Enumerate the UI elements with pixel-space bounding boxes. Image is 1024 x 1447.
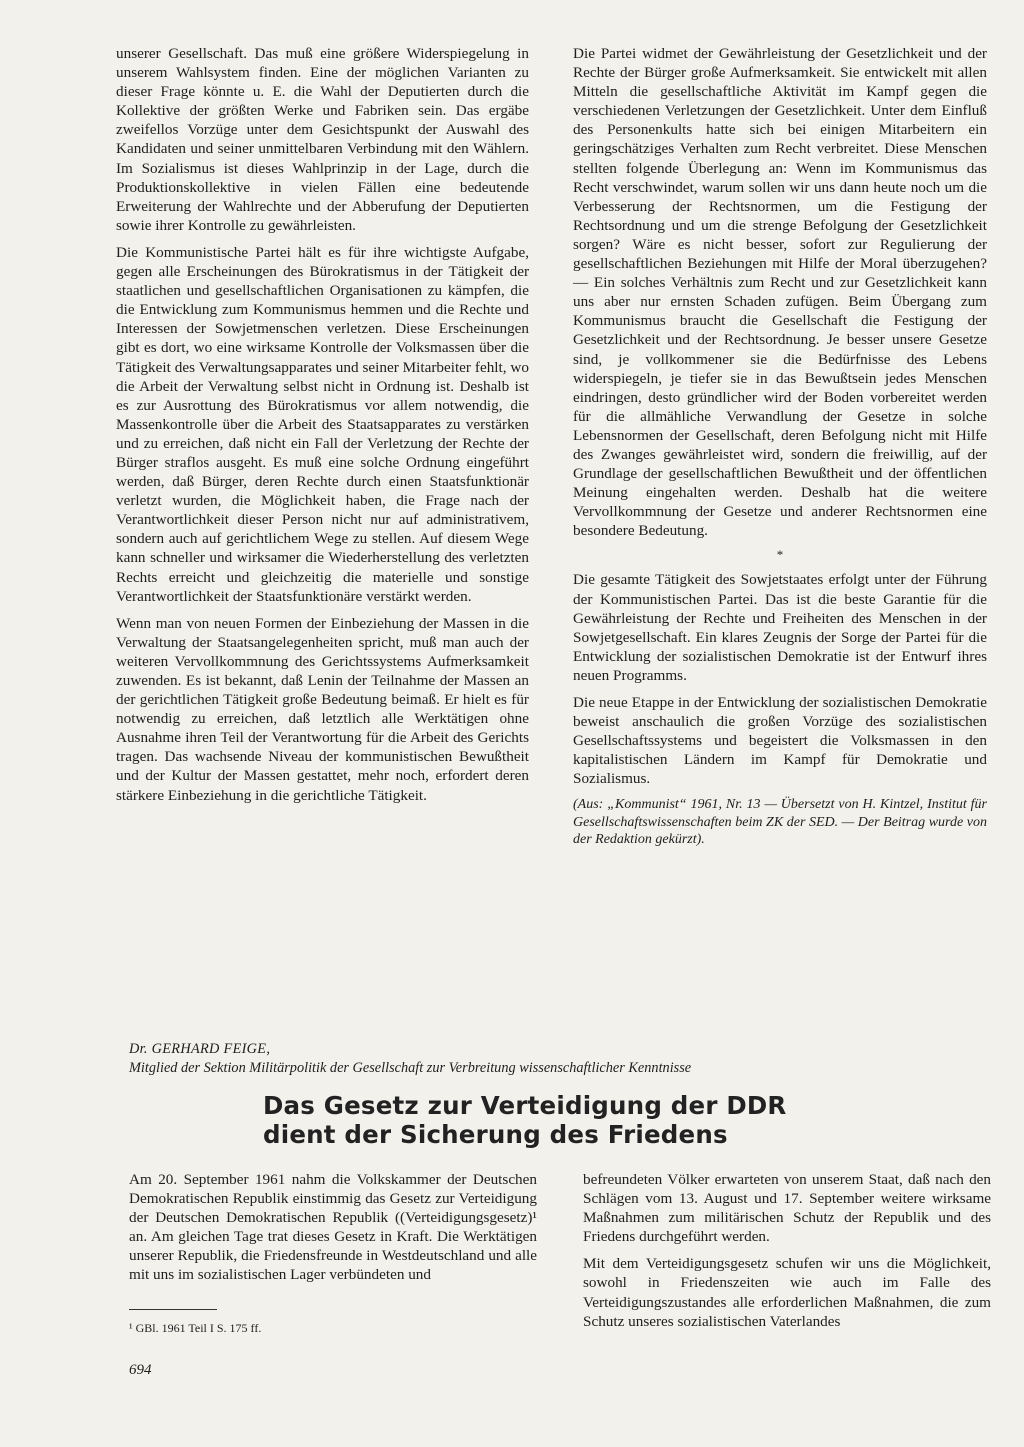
paragraph: befreundeten Völker erwarteten von unserem Staat, daß nach den Schlägen vom 13. August und 17. September weitere wirksame Maßnahmen zum militärischen Schutz der Republik und des Friedens durchgeführt werden. [583,1171,991,1246]
footnote: ¹ GBl. 1961 Teil I S. 175 ff. [129,1321,262,1335]
paragraph: Die gesamte Tätigkeit des Sowjetstaates erfolgt unter der Führung der Kommunistischen Partei. Das ist die beste Garantie für die Gewährleistung der Rechte und Freiheiten des Menschen in der Sowjetgesellschaft. Ein klares Zeugnis der Sorge der Partei für die Entwicklung der sozialistischen Demokratie ist der Entwurf ihres neuen Programms. [573,571,987,684]
author-name: Dr. GERHARD FEIGE, [129,1041,271,1057]
article-title-line: dient der Sicherung des Friedens [263,1119,728,1149]
author-affiliation: Mitglied der Sektion Militärpolitik der Gesellschaft zur Verbreitung wissenschaftlicher Kenntnisse [129,1060,692,1076]
paragraph: Die neue Etappe in der Entwicklung der sozialistischen Demokratie beweist anschaulich die großen Vorzüge des sozialistischen Gesellschaftssystems und begeistert die Volksmassen in den kapitalistischen Ländern im Kampf für Demokratie und Sozialismus. [573,694,987,788]
right-column-bottom [583,1170,991,1339]
author-block [129,1040,989,1078]
page-number: 694 [129,1362,152,1378]
paragraph: Die Kommunistische Partei hält es für ihre wichtigste Aufgabe, gegen alle Erscheinungen des Bürokratismus in der Tätigkeit der staatlichen und gesellschaftlichen Organisationen zu kämpfen, die die Entwicklung zum Kommunismus hemmen und die Rechte und Interessen der Sowjetmenschen verletzen. Diese Erscheinungen gibt es dort, wo eine wirksame Kontrolle der Volksmassen über die Tätigkeit des Verwaltungsapparates und seiner Mitarbeiter fehlt, wo die Arbeit der Verwaltung selbst nicht in Ordnung ist. Deshalb ist es zur Ausrottung des Bürokratismus vor allem notwendig, die Massenkontrolle über die Arbeit des Staatsapparates zu verstärken und zu erreichen, daß nicht ein Fall der Verletzung der Rechte der Bürger straflos ausgeht. Es muß eine solche Ordnung eingeführt werden, daß Bürger, deren Rechte durch einen Staatsfunktionär verletzt wurden, die Möglichkeit haben, die Frage nach der Verantwortlichkeit dieser Person nicht nur auf administrativem, sondern auch auf gerichtlichem Wege zu stellen. Auf diesem Wege kann schneller und wirksamer die Wiederherstellung des verletzten Rechts erreicht und gleichzeitig die materielle und sonstige Verantwortlichkeit der Staatsfunktionäre verstärkt werden. [116,243,529,605]
section-separator: * [776,547,784,563]
paragraph: Die Partei widmet der Gewährleistung der Gesetzlichkeit und der Rechte der Bürger große Aufmerksamkeit. Sie entwickelt mit allen Mitteln die gesellschaftliche Aktivität im Kampf gegen die verschiedenen Verletzungen der Gesetzlichkeit. Unter dem Einfluß des Personenkults hatte sich bei einigen Mitarbeitern ein geringschätziges Verhalten zum Recht verbreitet. Diese Menschen stellten folgende Überlegung an: Wenn im Kommunismus das Recht verschwindet, warum sollen wir uns dann heute noch um die Verbesserung der Rechtsnormen, um die Festigung der Rechtsordnung und um die strenge Befolgung der Gesetzlichkeit sorgen? Wäre es nicht besser, sofort zur Regulierung der gesellschaftlichen Beziehungen mit Hilfe der Moral überzugehen? — Ein solches Verhältnis zum Recht und zur Gesetzlichkeit kann uns aber nur ernsten Schaden zufügen. Beim Übergang zum Kommunismus braucht die Gesellschaft die Festigung der Gesetzlichkeit und der Rechtsordnung. Je besser unsere Gesetze sind, je vollkommener sie die Bedürfnisse des Lebens widerspiegeln, je tiefer sie in das Bewußtsein jedes Menschen eindringen, desto gründlicher wird der Boden vorbereitet werden für die allmähliche Verwandlung der Gesetze in solche Lebensnormen der Gesellschaft, deren Befolgung nicht mit Hilfe des Zwanges gewährleistet wird, sondern die freiwillig, auf der Grundlage der gesellschaftlichen Bewußtheit und der öffentlichen Meinung eingehalten werden. Deshalb hat die weitere Vervollkommnung der Gesetze und anderer Rechtsnormen eine besondere Bedeutung. [573,45,987,540]
left-column-top [116,44,529,813]
paragraph: Mit dem Verteidigungsgesetz schufen wir uns die Möglichkeit, sowohl in Friedenszeiten wie auch im Falle des Verteidigungszustandes alle erforderlichen Maßnahmen, die zum Schutz unseres sozialistischen Vaterlandes [583,1255,991,1330]
footnote-divider [129,1309,217,1310]
paragraph: Am 20. September 1961 nahm die Volkskammer der Deutschen Demokratischen Republik einstimmig das Gesetz zur Verteidigung der Deutschen Demokratischen Republik ((Verteidigungsgesetz)¹ an. Am gleichen Tage trat dieses Gesetz in Kraft. Die Werktätigen unserer Republik, die Friedensfreunde in Westdeutschland und alle mit uns im sozialistischen Lager verbündeten und [129,1171,537,1284]
right-column-top [573,44,987,857]
article-title-line: Das Gesetz zur Verteidigung der DDR [263,1091,787,1120]
paragraph: Wenn man von neuen Formen der Einbeziehung der Massen in die Verwaltung der Staatsangelegenheiten spricht, muß man auch der weiteren Vervollkommnung des Gerichtssystems Aufmerksamkeit zuwenden. Es ist bekannt, daß Lenin der Teilnahme der Massen an der gerichtlichen Tätigkeit große Bedeutung beimaß. Er hielt es für notwendig zu erreichen, daß letztlich alle Werktätigen ohne Ausnahme ihren Teil der Verantwortung für die Arbeit des Gerichts tragen. Das wachsende Niveau der kommunistischen Bewußtheit und der Kultur der Massen gestattet, mehr noch, erfordert deren stärkere Einbeziehung in die gerichtliche Tätigkeit. [116,614,529,804]
left-column-bottom [129,1170,537,1293]
article-title [263,1092,863,1149]
source-note: (Aus: „Kommunist“ 1961, Nr. 13 — Übersetzt von H. Kintzel, Institut für Gesellschaftswissenschaften beim ZK der SED. — Der Beitrag wurde von der Redaktion gekürzt). [573,797,987,848]
paragraph: unserer Gesellschaft. Das muß eine größere Widerspiegelung in unserem Wahlsystem finden. Eine der möglichen Varianten zu dieser Frage könnte u. E. die Wahl der Deputierten durch die Kollektive der größten Werke und Fabriken sein. Das ergäbe zweifellos Vorzüge unter dem Gesichtspunkt der Auswahl des Kandidaten und seiner unmittelbaren Verbindung mit den Wählern. Im Sozialismus ist dieses Wahlprinzip in der Lage, durch die Produktionskollektive in vielen Fällen eine bedeutende Erweiterung der Wahlrechte und der Abberufung der Deputierten sowie ihrer Kontrolle zu gewährleisten. [116,45,529,234]
